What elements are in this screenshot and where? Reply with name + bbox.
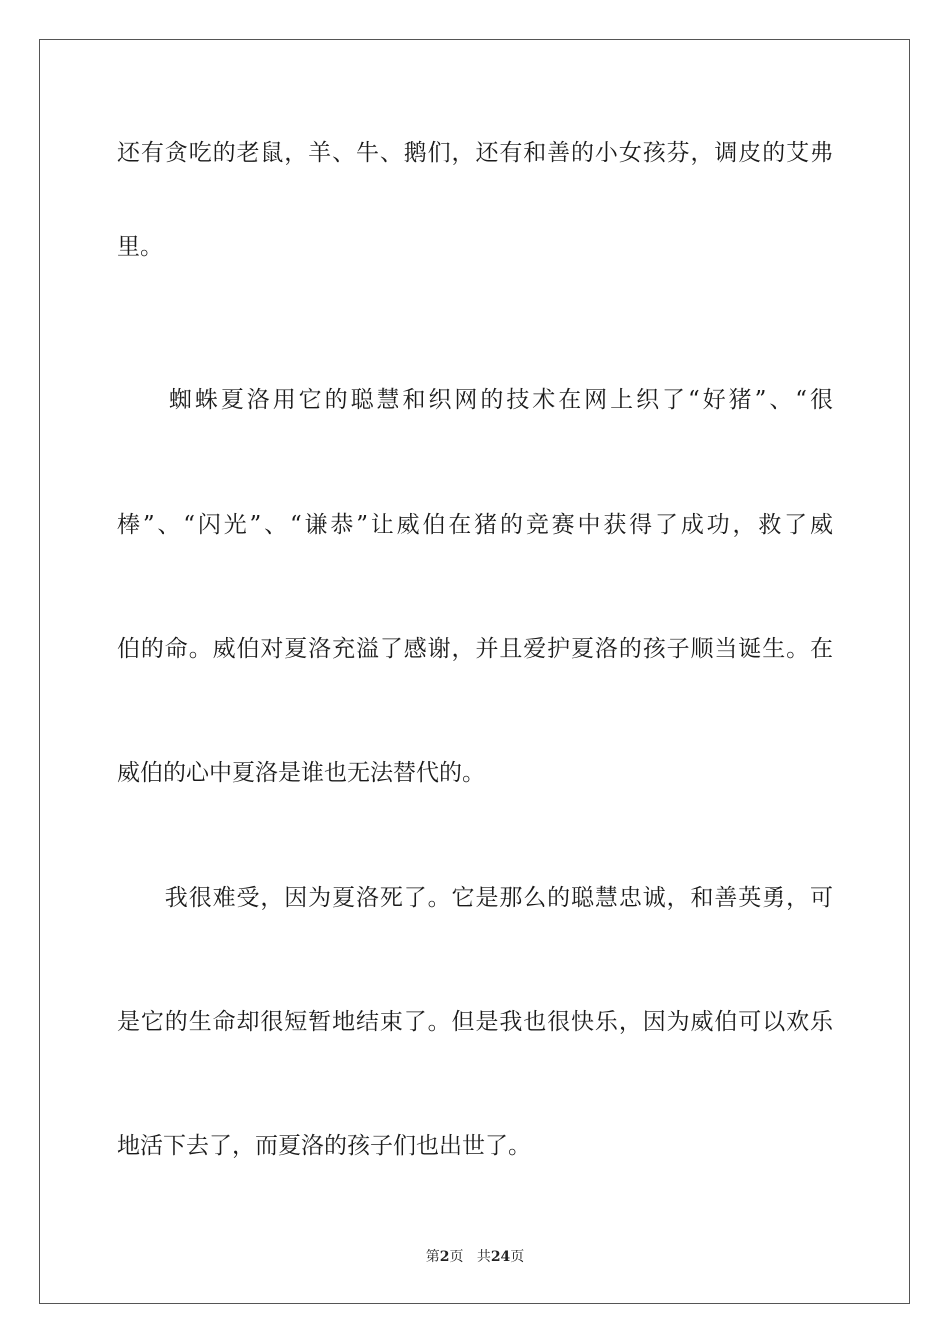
text-line: 棒”、“闪光”、“谦恭”让威伯在猪的竞赛中获得了成功，救了威 [117, 512, 833, 538]
total-pages: 24 [490, 1249, 511, 1265]
page-suffix: 页 [449, 1249, 464, 1265]
page-frame [39, 39, 910, 1304]
footer-gap [463, 1249, 476, 1265]
text-line: 我很难受，因为夏洛死了。它是那么的聪慧忠诚，和善英勇，可 [117, 885, 833, 911]
text-line: 威伯的心中夏洛是谁也无法替代的。 [117, 760, 485, 786]
total-suffix: 页 [510, 1249, 525, 1265]
page-footer [0, 1248, 950, 1266]
text-line: 还有贪吃的老鼠，羊、牛、鹅们，还有和善的小女孩芬，调皮的艾弗 [117, 140, 833, 166]
page-number: 2 [439, 1249, 450, 1265]
text-line: 是它的生命却很短暂地结束了。但是我也很快乐，因为威伯可以欢乐 [117, 1009, 833, 1035]
text-line: 里。 [117, 234, 163, 260]
text-line: 地活下去了，而夏洛的孩子们也出世了。 [117, 1133, 531, 1159]
page-prefix: 第 [425, 1249, 440, 1265]
text-line: 伯的命。威伯对夏洛充溢了感谢，并且爱护夏洛的孩子顺当诞生。在 [117, 636, 833, 662]
text-line: 蜘蛛夏洛用它的聪慧和织网的技术在网上织了“好猪”、“很 [117, 387, 833, 413]
total-prefix: 共 [476, 1249, 491, 1265]
